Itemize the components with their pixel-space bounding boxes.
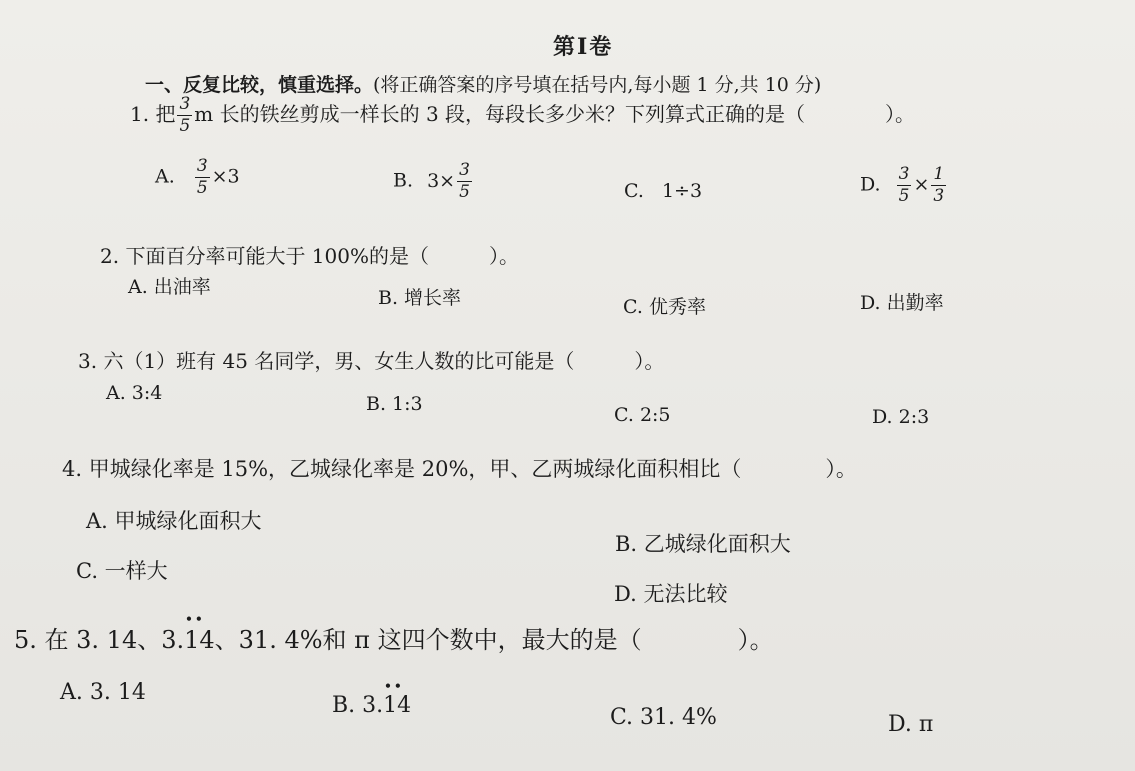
page-title: 第Ⅰ卷 <box>553 34 614 60</box>
q5-option-b-head: B. 3. <box>332 693 384 718</box>
q4-option-d: D. 无法比较 <box>614 582 728 606</box>
q1-option-b-fraction <box>457 162 472 201</box>
q2-option-c: C. 优秀率 <box>623 296 706 318</box>
q5-option-a: A. 3. 14 <box>60 680 146 705</box>
q5-option-c: C. 31. 4% <box>610 705 717 730</box>
q1-frac-denominator: 5 <box>179 116 191 136</box>
question-5 <box>14 620 774 655</box>
q1-d-den2: 3 <box>933 186 945 206</box>
q3-option-a: A. 3:4 <box>106 382 163 404</box>
section-title: 一、反复比较，慎重选择。 <box>145 74 374 96</box>
q1-option-a-fraction <box>195 158 210 197</box>
q3-option-d: D. 2:3 <box>872 406 930 428</box>
q5-pre: 5. 在 3. 14、3. <box>14 626 185 654</box>
q5-post: 、31. 4%和 π 这四个数中，最大的是（ ）。 <box>214 626 774 654</box>
q1-d-num2: 1 <box>933 164 945 184</box>
q3-option-c: C. 2:5 <box>614 404 671 426</box>
q1-option-c <box>624 180 702 202</box>
q4-option-b: B. 乙城绿化面积大 <box>615 532 791 556</box>
q4-option-c: C. 一样大 <box>76 559 168 583</box>
q1-option-c-text: 1÷3 <box>661 180 703 202</box>
q2-option-a: A. 出油率 <box>128 276 211 298</box>
section-heading <box>145 70 821 97</box>
q1-d-num1: 3 <box>898 164 910 184</box>
q2-option-d: D. 出勤率 <box>860 292 944 314</box>
q1-d-den1: 5 <box>898 186 910 206</box>
q1-option-d-fraction-1 <box>897 166 912 205</box>
q1-fraction <box>177 96 192 135</box>
question-2: 2. 下面百分率可能大于 100%的是（ ）。 <box>100 244 519 268</box>
q4-option-a: A. 甲城绿化面积大 <box>86 509 262 533</box>
q3-option-b: B. 1:3 <box>366 393 423 415</box>
q2-option-b: B. 增长率 <box>378 287 462 309</box>
q1-option-d-times: × <box>913 173 930 196</box>
q1-a-den: 5 <box>196 178 208 198</box>
question-4: 4. 甲城绿化率是 15%，乙城绿化率是 20%，甲、乙两城绿化面积相比（ ）。 <box>62 457 857 481</box>
q1-option-b <box>393 162 474 201</box>
q1-option-b-head: 3× <box>427 169 456 192</box>
q1-option-a-label: A. <box>155 165 175 188</box>
section-instruction: (将正确答案的序号填在括号内,每小题 1 分,共 10 分) <box>373 74 822 96</box>
q1-option-d-fraction-2 <box>931 166 946 205</box>
q1-a-num: 3 <box>196 156 208 176</box>
q5-option-b <box>332 693 411 718</box>
q1-option-a-tail: ×3 <box>211 165 240 188</box>
q5-option-b-repeating: • • 14 <box>383 693 411 718</box>
q1-option-a <box>155 158 240 197</box>
q5-option-d: D. π <box>888 712 934 737</box>
q1-option-c-label: C. <box>624 180 644 202</box>
q1-option-d-label: D. <box>860 173 881 196</box>
question-3: 3. 六（1）班有 45 名同学，男、女生人数的比可能是（ ）。 <box>78 349 665 373</box>
q1-text: m 长的铁丝剪成一样长的 3 段，每段长多少米？下列算式正确的是（ ）。 <box>194 102 916 126</box>
q1-option-d <box>860 166 948 205</box>
q1-option-b-label: B. <box>393 169 414 192</box>
question-1 <box>130 96 915 135</box>
q1-b-den: 5 <box>459 182 470 202</box>
q1-prefix: 1. 把 <box>130 102 176 126</box>
q1-b-num: 3 <box>459 160 470 180</box>
q1-frac-numerator: 3 <box>179 94 191 114</box>
q5-repeating-decimal: • • 14 <box>184 626 215 654</box>
